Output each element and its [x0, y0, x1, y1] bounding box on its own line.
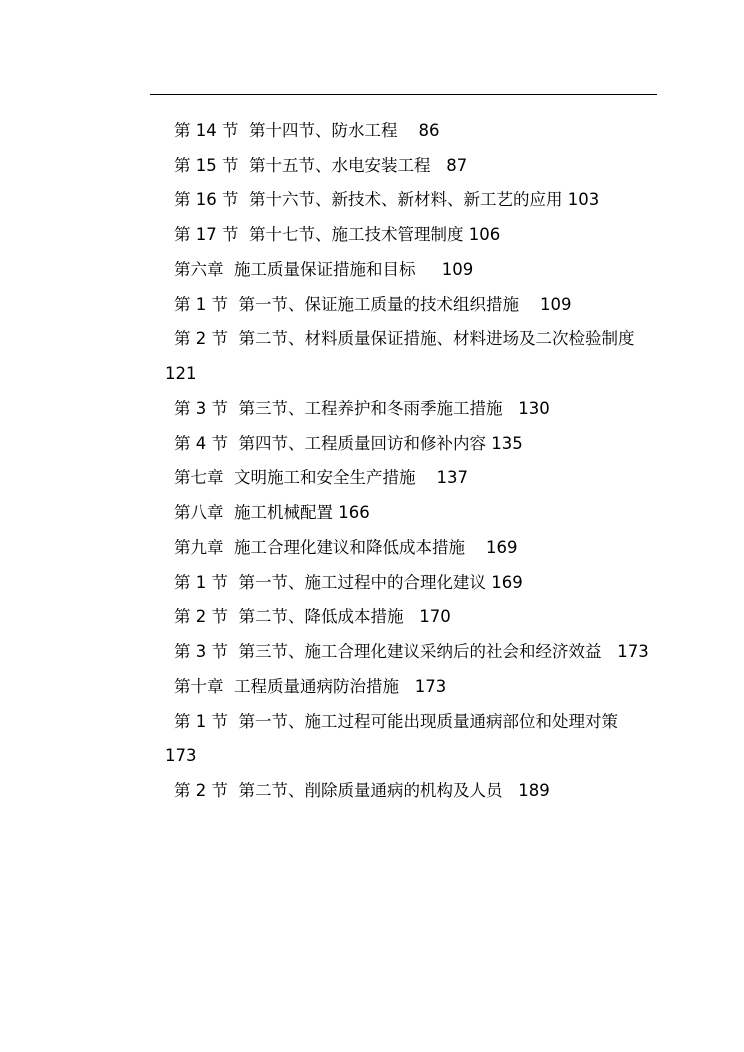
toc-entry[interactable]: 第 2 节 第二节、降低成本措施 170: [174, 607, 451, 626]
toc-entry[interactable]: 第 4 节 第四节、工程质量回访和修补内容 135: [174, 434, 523, 453]
toc-entry[interactable]: 第 1 节 第一节、施工过程可能出现质量通病部位和处理对策: [174, 712, 618, 731]
toc-entry[interactable]: 第 3 节 第三节、工程养护和冬雨季施工措施 130: [174, 399, 550, 418]
toc-entry[interactable]: 第 1 节 第一节、施工过程中的合理化建议 169: [174, 573, 523, 592]
toc-entry[interactable]: 第十章 工程质量通病防治措施 173: [174, 677, 447, 696]
toc-entry[interactable]: 第九章 施工合理化建议和降低成本措施 169: [174, 538, 518, 557]
toc-entry[interactable]: 第 15 节 第十五节、水电安装工程 87: [174, 156, 468, 175]
toc-entry[interactable]: 第 3 节 第三节、施工合理化建议采纳后的社会和经济效益 173: [174, 642, 649, 661]
toc-entry[interactable]: 第 14 节 第十四节、防水工程 86: [174, 121, 440, 140]
toc-entry[interactable]: 第 2 节 第二节、削除质量通病的机构及人员 189: [174, 781, 550, 800]
toc-entry[interactable]: 第 1 节 第一节、保证施工质量的技术组织措施 109: [174, 295, 572, 314]
header-rule: [150, 94, 657, 95]
toc-entry[interactable]: 第 17 节 第十七节、施工技术管理制度 106: [174, 225, 501, 244]
toc-entry-page-wrap[interactable]: 173: [165, 746, 197, 765]
toc-entry[interactable]: 第 16 节 第十六节、新技术、新材料、新工艺的应用 103: [174, 190, 600, 209]
toc-entry[interactable]: 第 2 节 第二节、材料质量保证措施、材料进场及二次检验制度: [174, 329, 635, 348]
toc-entry[interactable]: 第七章 文明施工和安全生产措施 137: [174, 468, 468, 487]
toc-entry[interactable]: 第六章 施工质量保证措施和目标 109: [174, 260, 474, 279]
toc-entry-page-wrap[interactable]: 121: [165, 364, 197, 383]
toc-entry[interactable]: 第八章 施工机械配置 166: [174, 503, 370, 522]
